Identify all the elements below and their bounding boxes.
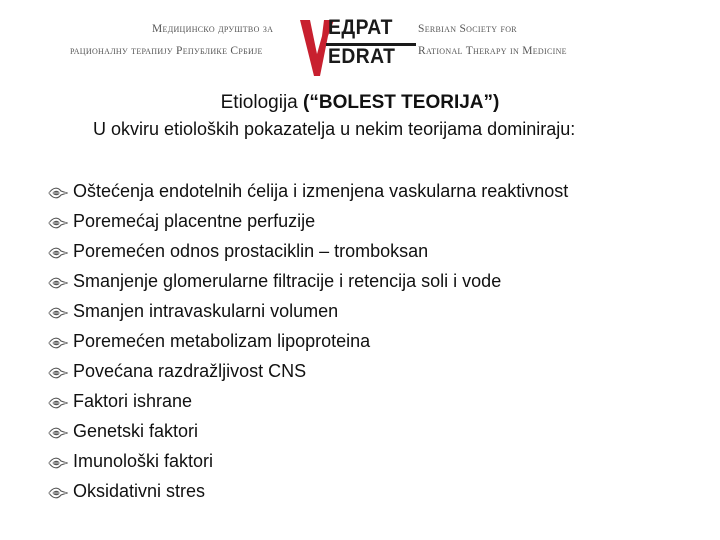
bullet-item bbox=[48, 266, 568, 296]
slide-title-emphasis: (“BOLEST TEORIJA”) bbox=[303, 92, 500, 113]
org-name-english-line1: Serbian Society for bbox=[418, 23, 517, 35]
fleuron-arrow-icon bbox=[48, 184, 68, 198]
slide-title-prefix: Etiologija bbox=[220, 92, 304, 113]
fleuron-arrow-icon bbox=[48, 274, 68, 288]
fleuron-arrow-icon bbox=[48, 334, 68, 348]
org-name-serbian-line2: рационалну терапију Републике Србије bbox=[70, 45, 263, 57]
bullet-text: Genetski faktori bbox=[73, 420, 199, 441]
org-name-english bbox=[418, 18, 598, 62]
bullet-list bbox=[48, 176, 568, 506]
bullet-text: Smanjen intravaskularni volumen bbox=[73, 300, 339, 321]
medrat-logo bbox=[298, 14, 416, 78]
bullet-text: Smanjenje glomerularne filtracije i retencija soli i vode bbox=[73, 270, 502, 291]
fleuron-arrow-icon bbox=[48, 484, 68, 498]
bullet-text: Faktori ishrane bbox=[73, 390, 193, 411]
fleuron-arrow-icon bbox=[48, 364, 68, 378]
bullet-item bbox=[48, 236, 568, 266]
bullet-text: Oštećenja endotelnih ćelija i izmenjena vaskularna reaktivnost bbox=[73, 180, 569, 201]
fleuron-arrow-icon bbox=[48, 424, 68, 438]
fleuron-arrow-icon bbox=[48, 244, 68, 258]
bullet-item bbox=[48, 416, 568, 446]
fleuron-arrow-icon bbox=[48, 454, 68, 468]
bullet-item bbox=[48, 386, 568, 416]
header-banner bbox=[70, 14, 590, 78]
bullet-text: Poremećen metabolizam lipoproteina bbox=[73, 330, 371, 351]
bullet-item bbox=[48, 326, 568, 356]
bullet-item bbox=[48, 476, 568, 506]
slide-title bbox=[0, 92, 720, 114]
bullet-item bbox=[48, 176, 568, 206]
bullet-item bbox=[48, 356, 568, 386]
bullet-text: Poremećaj placentne perfuzije bbox=[73, 210, 316, 231]
fleuron-arrow-icon bbox=[48, 214, 68, 228]
org-name-english-line2: Rational Therapy in Medicine bbox=[418, 45, 567, 57]
logo-text-latin: EDRAT bbox=[328, 45, 396, 68]
bullet-text: Imunološki faktori bbox=[73, 450, 214, 471]
fleuron-arrow-icon bbox=[48, 304, 68, 318]
slide-subtitle: U okviru etioloških pokazatelja u nekim teorijama dominiraju: bbox=[93, 119, 576, 139]
bullet-item bbox=[48, 206, 568, 236]
bullet-text: Poremećen odnos prostaciklin – tromboksan bbox=[73, 240, 429, 261]
logo-text-cyrillic: ЕДРАТ bbox=[328, 16, 393, 39]
fleuron-arrow-icon bbox=[48, 394, 68, 408]
bullet-item bbox=[48, 446, 568, 476]
bullet-item bbox=[48, 296, 568, 326]
bullet-text: Povećana razdražljivost CNS bbox=[73, 360, 307, 381]
bullet-text: Oksidativni stres bbox=[73, 480, 206, 501]
org-name-serbian bbox=[70, 18, 298, 62]
org-name-serbian-line1: Медицинско друштво за bbox=[152, 23, 274, 35]
